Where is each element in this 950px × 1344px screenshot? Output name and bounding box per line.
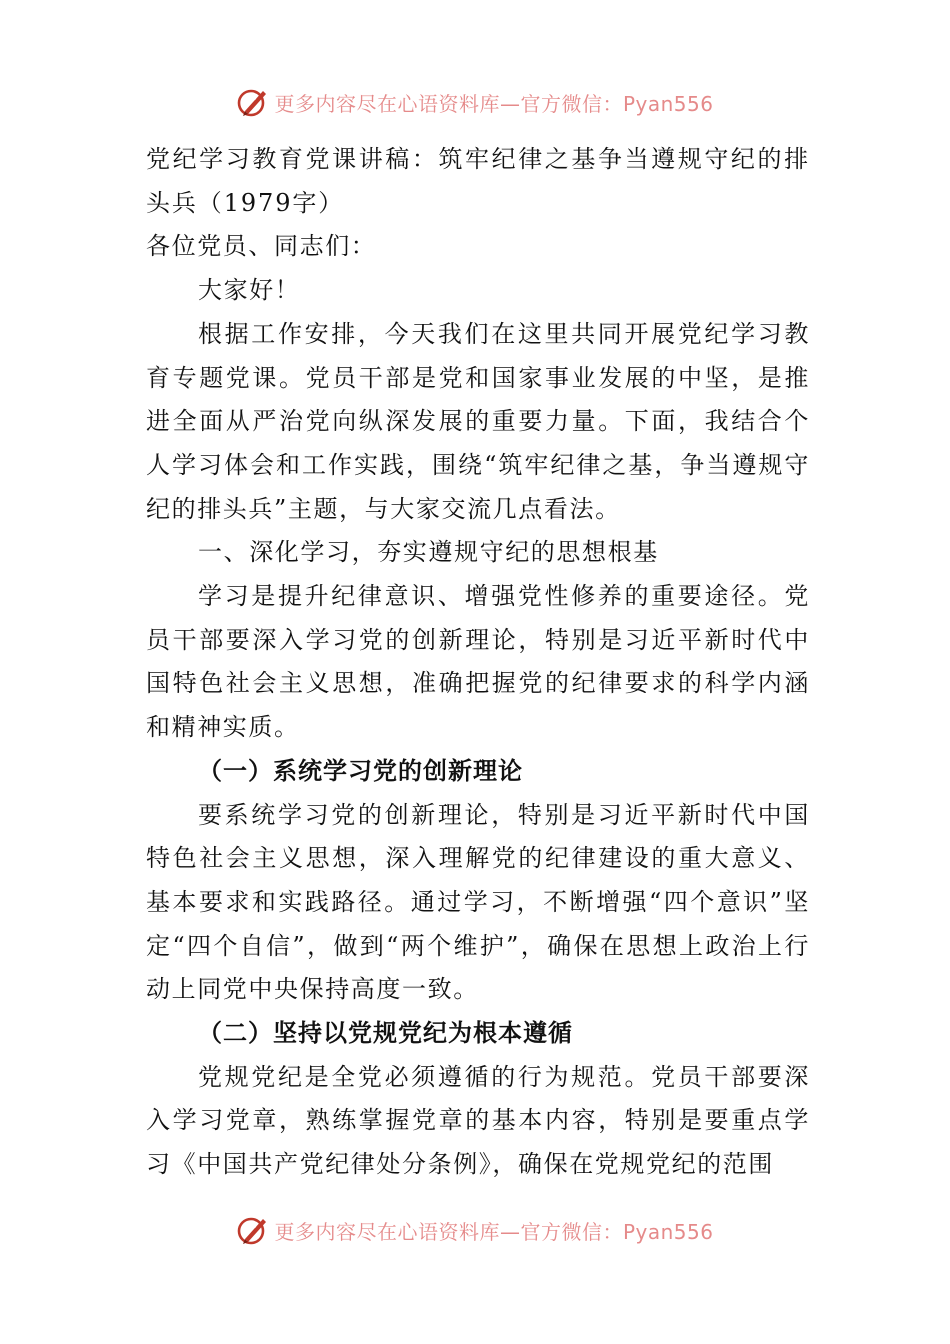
subsection-1-paragraph: 要系统学习党的创新理论，特别是习近平新时代中国特色社会主义思想，深入理解党的纪律建设的重大意义、基本要求和实践路径。通过学习，不断增强“四个意识”坚定“四个自信”，做到“两个维护”，确保在思想上政治上行动上同党中央保持高度一致。 — [146, 800, 810, 1004]
section-heading-1: 一、深化学习，夯实遵规守纪的思想根基 — [198, 538, 659, 567]
greeting: 大家好！ — [198, 276, 301, 305]
subsection-heading-2: （二）坚持以党规党纪为根本遵循 — [198, 1019, 573, 1048]
subsection-2-paragraph: 党规党纪是全党必须遵循的行为规范。党员干部要深入学习党章，熟练掌握党章的基本内容，特别是要重点学习《中国共产党纪律处分条例》，确保在党规党纪的范围 — [146, 1062, 810, 1179]
document-title: 党纪学习教育党课讲稿：筑牢纪律之基争当遵规守纪的排头兵（1979字） — [146, 145, 810, 217]
watermark-banner-top — [0, 82, 950, 122]
watermark-text: 更多内容尽在心语资料库—官方微信：Pyan556 — [274, 91, 714, 116]
salutation: 各位党员、同志们： — [146, 232, 377, 261]
pen-logo-icon — [236, 85, 270, 119]
watermark-banner-bottom — [0, 1210, 950, 1250]
intro-paragraph: 根据工作安排，今天我们在这里共同开展党纪学习教育专题党课。党员干部是党和国家事业发展的中坚，是推进全面从严治党向纵深发展的重要力量。下面，我结合个人学习体会和工作实践，围绕“筑牢纪律之基，争当遵规守纪的排头兵”主题，与大家交流几点看法。 — [146, 319, 810, 523]
document-body — [146, 138, 810, 1187]
section-1-paragraph: 学习是提升纪律意识、增强党性修养的重要途径。党员干部要深入学习党的创新理论，特别是习近平新时代中国特色社会主义思想，准确把握党的纪律要求的科学内涵和精神实质。 — [146, 582, 810, 742]
watermark-text: 更多内容尽在心语资料库—官方微信：Pyan556 — [274, 1219, 714, 1244]
pen-logo-icon — [236, 1213, 270, 1247]
subsection-heading-1: （一）系统学习党的创新理论 — [198, 756, 523, 785]
